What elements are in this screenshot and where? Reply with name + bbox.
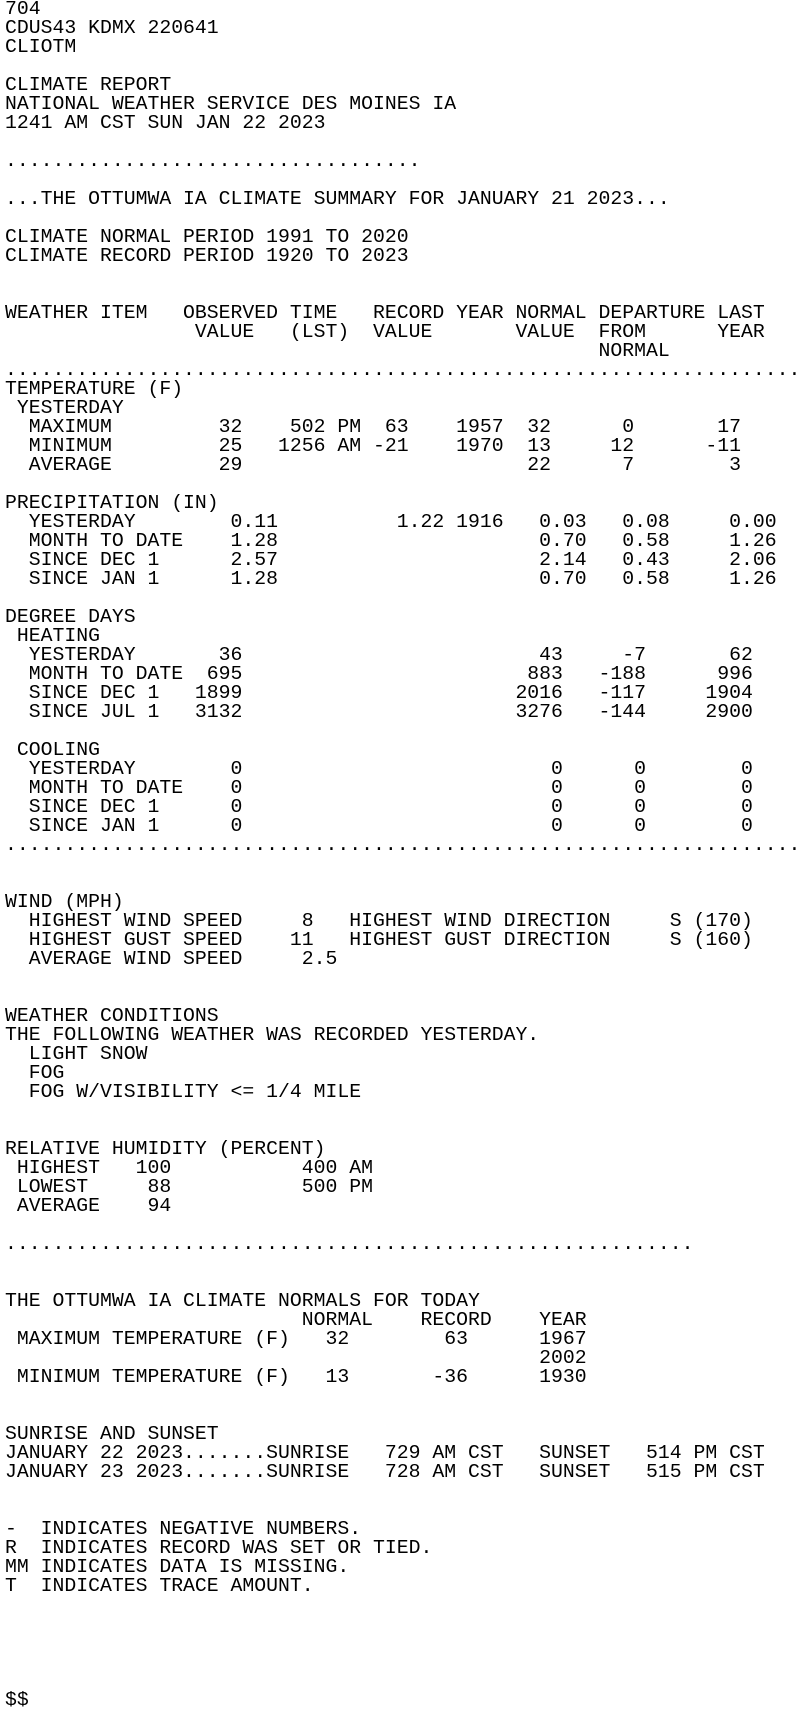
report-line: ...THE OTTUMWA IA CLIMATE SUMMARY FOR JANUARY 21 2023... (5, 188, 670, 210)
report-line: COOLING (5, 739, 100, 761)
report-line: T INDICATES TRACE AMOUNT. (5, 1575, 314, 1597)
report-line (5, 1634, 810, 1653)
report-line: CLIMATE RECORD PERIOD 1920 TO 2023 (5, 245, 409, 267)
report-line: AVERAGE 94 (5, 1195, 172, 1217)
report-line: 704 (5, 0, 41, 20)
report-line: MINIMUM TEMPERATURE (F) 13 -36 1930 (5, 1366, 587, 1388)
report-line: VALUE (LST) VALUE VALUE FROM YEAR (5, 321, 765, 343)
report-line: HEATING (5, 625, 100, 647)
report-line (5, 1254, 810, 1273)
report-line (5, 855, 810, 874)
report-line: DEGREE DAYS (5, 606, 136, 628)
report-line: THE FOLLOWING WEATHER WAS RECORDED YESTERDAY. (5, 1024, 540, 1046)
report-line: SUNRISE AND SUNSET (5, 1423, 219, 1445)
report-line (5, 722, 810, 741)
report-line (5, 874, 810, 893)
report-line: MAXIMUM TEMPERATURE (F) 32 63 1967 (5, 1328, 587, 1350)
report-line: MAXIMUM 32 502 PM 63 1957 32 0 17 (5, 416, 741, 438)
report-line: CLIOTM (5, 36, 77, 58)
report-line: MONTH TO DATE 0 0 0 0 (5, 777, 753, 799)
report-line: SINCE JUL 1 3132 3276 -144 2900 (5, 701, 753, 723)
report-line: ................................................................... (5, 359, 801, 381)
report-line: YESTERDAY 0.11 1.22 1916 0.03 0.08 0.00 (5, 511, 777, 533)
report-line: YESTERDAY 36 43 -7 62 (5, 644, 753, 666)
report-line (5, 1615, 810, 1634)
report-line (5, 1102, 810, 1121)
report-line: CDUS43 KDMX 220641 (5, 17, 219, 39)
report-line: FOG (5, 1062, 65, 1084)
report-line: WEATHER CONDITIONS (5, 1005, 219, 1027)
report-line (5, 1653, 810, 1672)
report-line: MM INDICATES DATA IS MISSING. (5, 1556, 350, 1578)
report-line (5, 266, 810, 285)
report-line: MONTH TO DATE 1.28 0.70 0.58 1.26 (5, 530, 777, 552)
report-line: LIGHT SNOW (5, 1043, 148, 1065)
report-line: LOWEST 88 500 PM (5, 1176, 373, 1198)
report-line: - INDICATES NEGATIVE NUMBERS. (5, 1518, 362, 1540)
report-line: SINCE DEC 1 1899 2016 -117 1904 (5, 682, 753, 704)
report-line: THE OTTUMWA IA CLIMATE NORMALS FOR TODAY (5, 1290, 480, 1312)
report-line: PRECIPITATION (IN) (5, 492, 219, 514)
report-line: SINCE JAN 1 1.28 0.70 0.58 1.26 (5, 568, 777, 590)
report-line: R INDICATES RECORD WAS SET OR TIED. (5, 1537, 433, 1559)
report-line: .......................................................... (5, 1233, 694, 1255)
report-line: HIGHEST 100 400 AM (5, 1157, 373, 1179)
report-line (5, 1387, 810, 1406)
report-line: MINIMUM 25 1256 AM -21 1970 13 12 -11 (5, 435, 741, 457)
report-line: WEATHER ITEM OBSERVED TIME RECORD YEAR NORMAL DEPARTURE LAST (5, 302, 765, 324)
report-line: AVERAGE 29 22 7 3 (5, 454, 741, 476)
report-line: ................................................................... (5, 834, 801, 856)
report-line: SINCE JAN 1 0 0 0 0 (5, 815, 753, 837)
report-line: WIND (MPH) (5, 891, 124, 913)
report-line: NATIONAL WEATHER SERVICE DES MOINES IA (5, 93, 457, 115)
report-line: NORMAL RECORD YEAR (5, 1309, 587, 1331)
report-line (5, 1672, 810, 1691)
report-line: CLIMATE REPORT (5, 74, 172, 96)
report-line: FOG W/VISIBILITY <= 1/4 MILE (5, 1081, 362, 1103)
report-line (5, 1596, 810, 1615)
report-line: SINCE DEC 1 0 0 0 0 (5, 796, 753, 818)
report-line: YESTERDAY (5, 397, 124, 419)
report-line: JANUARY 23 2023.......SUNRISE 728 AM CST SUNSET 515 PM CST (5, 1461, 765, 1483)
report-line: HIGHEST WIND SPEED 8 HIGHEST WIND DIRECTION S (170) (5, 910, 753, 932)
report-line: RELATIVE HUMIDITY (PERCENT) (5, 1138, 326, 1160)
report-line: SINCE DEC 1 2.57 2.14 0.43 2.06 (5, 549, 777, 571)
report-line (5, 1482, 810, 1501)
report-line: HIGHEST GUST SPEED 11 HIGHEST GUST DIRECTION S (160) (5, 929, 753, 951)
report-line (5, 969, 810, 988)
report-line: 1241 AM CST SUN JAN 22 2023 (5, 112, 326, 134)
report-line: AVERAGE WIND SPEED 2.5 (5, 948, 338, 970)
report-line: MONTH TO DATE 695 883 -188 996 (5, 663, 753, 685)
report-line: NORMAL (5, 340, 670, 362)
report-line: JANUARY 22 2023.......SUNRISE 729 AM CST SUNSET 514 PM CST (5, 1442, 765, 1464)
report-line: CLIMATE NORMAL PERIOD 1991 TO 2020 (5, 226, 409, 248)
report-line: TEMPERATURE (F) (5, 378, 184, 400)
report-line: $$ (5, 1689, 29, 1710)
report-line: YESTERDAY 0 0 0 0 (5, 758, 753, 780)
report-line: 2002 (5, 1347, 587, 1369)
report-line: ................................... (5, 150, 421, 172)
